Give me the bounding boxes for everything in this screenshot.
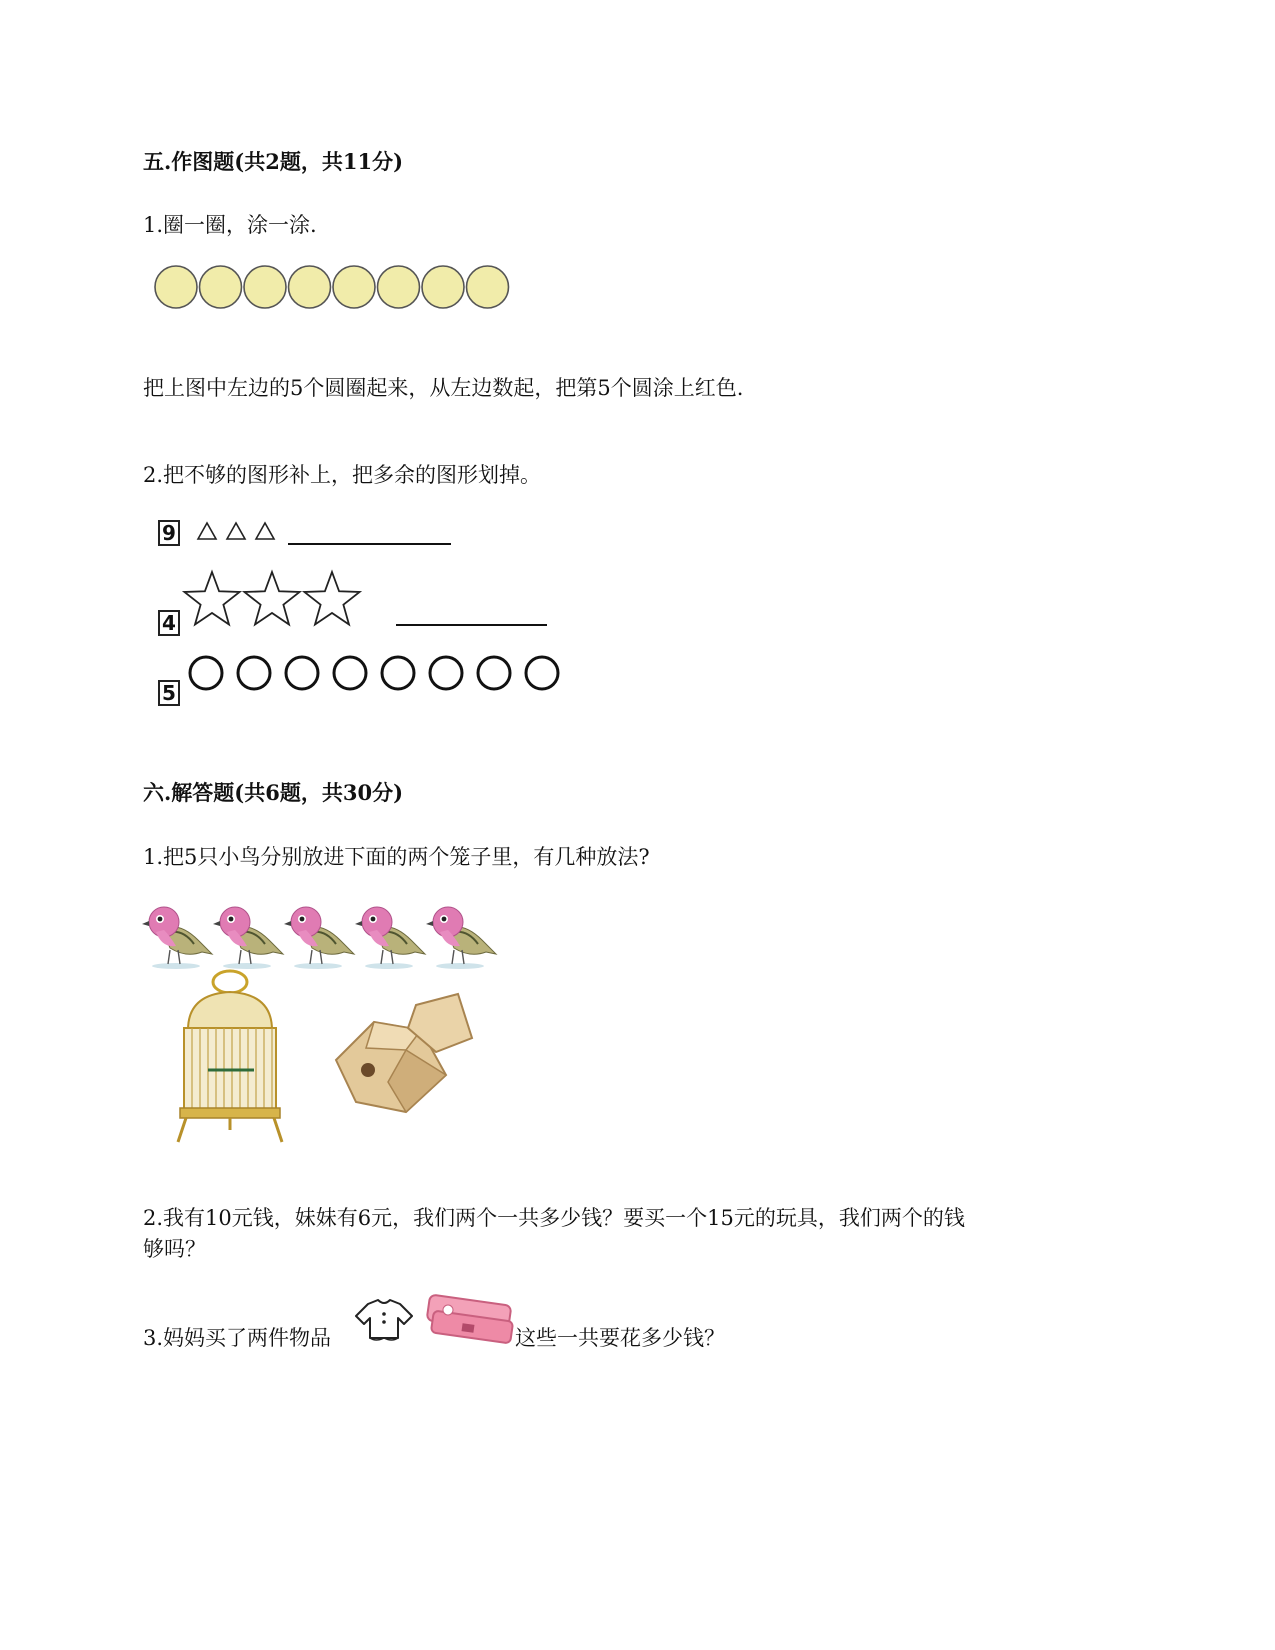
s6-q1-prompt: 1.把5只小鸟分别放进下面的两个笼子里，有几种放法?: [143, 845, 650, 869]
bird-image: [355, 907, 425, 969]
yellow-circle: [422, 266, 464, 308]
stars-group: [182, 568, 372, 630]
circle-shape: [430, 657, 462, 689]
s5-q2-prompt: 2.把不够的图形补上，把多余的图形划掉。: [143, 463, 542, 487]
circle-shape: [190, 657, 222, 689]
circle-shape: [382, 657, 414, 689]
s5-q1-instruction: 把上图中左边的5个圆圈起来，从左边数起，把第5个圆涂上红色.: [143, 376, 744, 400]
circle-shape: [334, 657, 366, 689]
section5-heading: 五.作图题(共2题，共11分): [143, 149, 404, 174]
outline-circles-group: [186, 653, 566, 695]
shirt-icon: [352, 1294, 416, 1344]
circle-shape: [286, 657, 318, 689]
circle-shape: [238, 657, 270, 689]
birdcage-image: [170, 970, 290, 1145]
s6-q2-line1: 2.我有10元钱，妹妹有6元，我们两个一共多少钱？要买一个15元的玩具，我们两个的钱: [143, 1206, 965, 1230]
yellow-circle: [200, 266, 242, 308]
s5-q1-prompt: 1.圈一圈，涂一涂.: [143, 213, 317, 237]
s6-q2-line2: 够吗？: [143, 1237, 206, 1261]
birds-row: [140, 892, 510, 972]
yellow-circle: [333, 266, 375, 308]
triangle-shape: [198, 523, 216, 539]
yellow-circle: [378, 266, 420, 308]
star-shape: [304, 572, 359, 625]
answer-line-2[interactable]: [396, 624, 547, 626]
yellow-circle: [155, 266, 197, 308]
yellow-circle: [467, 266, 509, 308]
yellow-circle: [289, 266, 331, 308]
bird-image: [426, 907, 496, 969]
triangles-group: [196, 520, 286, 542]
triangle-shape: [256, 523, 274, 539]
circle-shape: [526, 657, 558, 689]
yellow-circle: [244, 266, 286, 308]
bird-image: [284, 907, 354, 969]
wooden-birdhouse-image: [326, 990, 476, 1120]
answer-line-1[interactable]: [288, 543, 451, 545]
triangle-shape: [227, 523, 245, 539]
target-number-box-2: 4: [158, 610, 180, 636]
circle-shape: [478, 657, 510, 689]
bird-image: [213, 907, 283, 969]
target-number-box-1: 9: [158, 520, 180, 546]
star-shape: [184, 572, 239, 625]
yellow-circles-row: [152, 262, 512, 314]
pencil-case-icon: [426, 1294, 514, 1344]
bird-image: [142, 907, 212, 969]
target-number-box-3: 5: [158, 680, 180, 706]
s6-q3-after: 这些一共要花多少钱？: [515, 1326, 725, 1350]
star-shape: [244, 572, 299, 625]
s6-q3-before: 3.妈妈买了两件物品: [143, 1326, 332, 1350]
section6-heading: 六.解答题(共6题，共30分): [143, 780, 404, 805]
